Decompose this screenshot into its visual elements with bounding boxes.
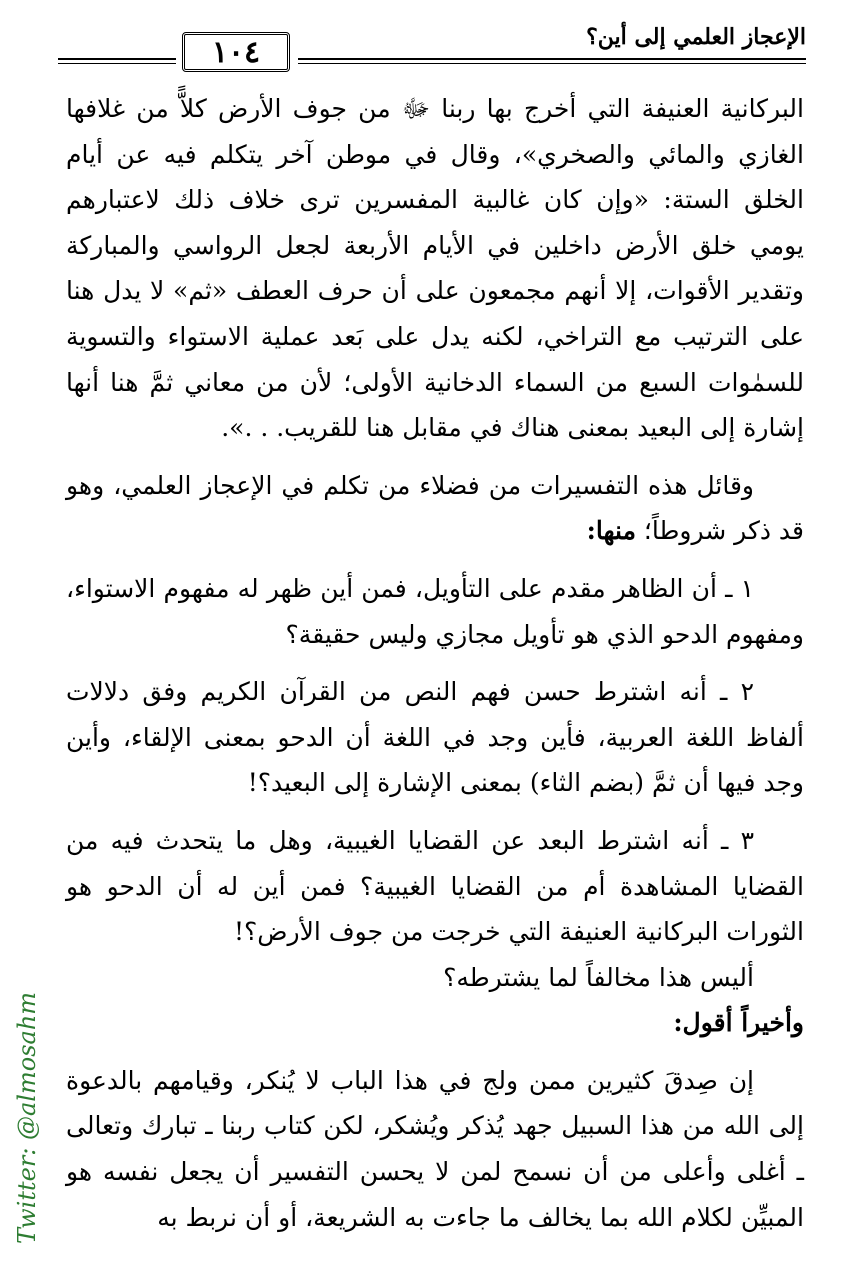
bold-phrase: منها: bbox=[586, 516, 636, 546]
watermark bbox=[10, 990, 44, 1245]
paragraph: البركانية العنيفة التي أخرج بها ربنا ﷻ من جوف الأرض كلاًّ من غلافها الغازي والمائي والصخري»، وقال في موطن آخر يتكلم فيه عن أيام الخلق الستة: «وإن كان غالبية المفسرين ترى خلاف ذلك لاعتبارهم يومي خلق الأرض داخلين في الأيام الأربعة لجعل الرواسي والمباركة وتقدير الأقوات، إلا أنهم مجمعون على أن حرف العطف «ثم» لا يدل هنا على الترتيب مع التراخي، لكنه يدل على بَعد عملية الاستواء والتسوية للسمٰوات السبع من السماء الدخانية الأولى؛ لأن من معاني ثمَّ هنا أنها إشارة إلى البعيد بمعنى هناك في مقابل هنا للقريب. . .». bbox=[66, 94, 805, 443]
page-number: ١٠٤ bbox=[182, 32, 290, 72]
running-title: الإعجاز العلمي إلى أين؟ bbox=[586, 24, 806, 50]
paragraph-text: وقائل هذه التفسيرات من فضلاء من تكلم في الإعجاز العلمي، وهو قد ذكر شروطاً؛ bbox=[66, 470, 804, 546]
condition-item: ٢ ـ أنه اشترط حسن فهم النص من القرآن الكريم وفق دلالات ألفاظ اللغة العربية، فأين وجد في اللغة أن الدحو بمعنى الإلقاء، وأين وجد فيها أن ثمَّ (بضم الثاء) بمعنى الإشارة إلى البعيد؟! bbox=[66, 677, 804, 798]
paragraph: أليس هذا مخالفاً لما يشترطه؟ bbox=[443, 962, 754, 992]
page-body bbox=[66, 86, 804, 1240]
section-heading: وأخيراً أقول: bbox=[673, 1008, 804, 1038]
watermark-text: Twitter: @almosahm bbox=[13, 991, 41, 1244]
header-rule bbox=[58, 63, 176, 64]
condition-item: ٣ ـ أنه اشترط البعد عن القضايا الغيبية، وهل ما يتحدث فيه من القضايا المشاهدة أم من القضايا الغيبية؟ فمن أين له أن الدحو هو الثورات البركانية العنيفة التي خرجت من جوف الأرض؟! bbox=[66, 825, 804, 947]
header-rule bbox=[298, 58, 806, 60]
paragraph: إن صِدقَ كثيرين ممن ولج في هذا الباب لا يُنكر، وقيامهم بالدعوة إلى الله من هذا السبيل جهد يُذكر ويُشكر، لكن كتاب ربنا ـ تبارك وتعالى ـ أغلى وأعلى من أن نسمح لمن لا يحسن التفسير أن يجعل نفسه هو المبيِّن لكلام الله بما يخالف ما جاءت به الشريعة، أو أن نربط به bbox=[66, 1065, 804, 1232]
paragraph bbox=[66, 463, 804, 554]
condition-item: ١ ـ أن الظاهر مقدم على التأويل، فمن أين ظهر له مفهوم الاستواء، ومفهوم الدحو الذي هو تأويل مجازي وليس حقيقة؟ bbox=[66, 573, 804, 649]
header-rule bbox=[298, 63, 806, 64]
header-rule bbox=[58, 58, 176, 60]
page-header bbox=[58, 22, 806, 78]
